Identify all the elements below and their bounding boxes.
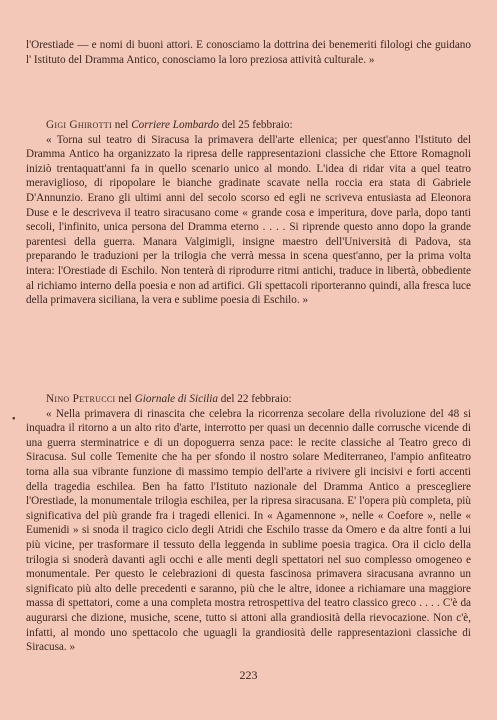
intro-paragraph-block bbox=[26, 38, 471, 67]
source-line bbox=[26, 118, 471, 133]
source-line bbox=[26, 392, 471, 407]
newspaper-name: Giornale di Sicilia bbox=[134, 393, 218, 405]
newspaper-name: Corriere Lombardo bbox=[131, 119, 219, 131]
margin-mark: • bbox=[12, 414, 16, 425]
quote-section-petrucci bbox=[26, 392, 471, 655]
author-name: Gigi Ghirotti bbox=[46, 119, 112, 131]
author-name: Nino Petrucci bbox=[46, 393, 116, 405]
quote-paragraph: « Nella primavera di rinascita che celebra la ricorrenza secolare della rivoluzione del 48 si inquadra il ritorno a un alto rito d'arte, interrotto per quasi un decennio dalle corrusche vicende di una guerra sterminatrice e di un dopoguerra senza pace: le recite classiche al Teatro greco di Siracusa. Sul colle Temenite che ha per sfondo il nostro solare Mediterraneo, l'ampio anfiteatro torna alla sua vibrante funzione di massimo tempio dell'arte a rivivere gli incisivi e forti accenti della tragedia eschilea. Ben ha fatto l'Istituto nazionale del Dramma Antico a prescegliere l'Orestiade, la monumentale trilogia eschilea, per la ripresa siracusana. E' l'opera più completa, più significativa del più grande fra i tragedi ellenici. In « Agamennone », nelle « Coefore », nelle « Eumenidi » si snoda il tragico ciclo degli Atridi che Eschilo trasse da Omero e da altre fonti a lui più vicine, per trasformare il tessuto della leggenda in sublime poesia tragica. Ora il ciclo della trilogia si snoderà davanti agli occhi e alle menti degli spettatori nel suo complesso omogeneo e monumentale. Per questo le celebrazioni di questa fascinosa primavera siracusana avranno un significato più alto delle precedenti e saranno, più che le altre, idonee a richiamare una maggiore massa di spettatori, come a una completa mostra retrospettiva del teatro classico greco . . . . C'è da augurarsi che dizione, musiche, scene, tutto si attoni alla grandiosità della rievocazione. Non c'è, infatti, al mondo uno spettacolo che uguagli la grandiosità delle rappresentazioni classiche di Siracusa. » bbox=[26, 407, 471, 654]
source-date: del 22 febbraio: bbox=[218, 393, 292, 405]
source-date: del 25 febbraio: bbox=[218, 119, 293, 131]
source-connector: nel bbox=[115, 393, 135, 405]
quote-section-ghirotti bbox=[26, 118, 471, 308]
intro-paragraph: l'Orestiade — e nomi di buoni attori. E conosciamo la dottrina dei benemeriti filologi che guidano l' Istituto del Dramma Antico, conosciamo la loro preziosa attività culturale. » bbox=[26, 39, 471, 66]
quote-paragraph: « Torna sul teatro di Siracusa la primavera dell'arte ellenica; per quest'anno l'Istituto del Dramma Antico ha organizzato la ripresa delle rappresentazioni classiche che Ettore Romagnoli iniziò trentaquatt'anni fa in quello scenario unico al mondo. L'idea di ridar vita a quel teatro meraviglioso, di ripopolare le bianche gradinate scavate nella roccia era stata di Gabriele D'Annunzio. Erano gli ultimi anni del secolo scorso ed egli ne scriveva entusiasta ad Eleonora Duse e le descriveva il teatro siracusano come « grande cosa e imperitura, dove parla, dopo tanti secoli, l'infinito, unica persona del Dramma eterno . . . . Si riprende questo anno dopo la grande parentesi della guerra. Manara Valgimigli, insigne maestro dell'Università di Padova, sta preparando le traduzioni per la trilogia che verrà messa in scena quest'anno, per la prima volta intera: l'Orestiade di Eschilo. Non tenterà di riprodurre ritmi antichi, traduce in libertà, obbediente al richiamo interno della poesia e non ad artifici. Gli spettacoli riporteranno quindi, alla fresca luce della primavera siciliana, la vera e sublime poesia di Eschilo. » bbox=[26, 133, 471, 307]
page-number: 223 bbox=[239, 668, 258, 682]
source-connector: nel bbox=[111, 119, 132, 131]
